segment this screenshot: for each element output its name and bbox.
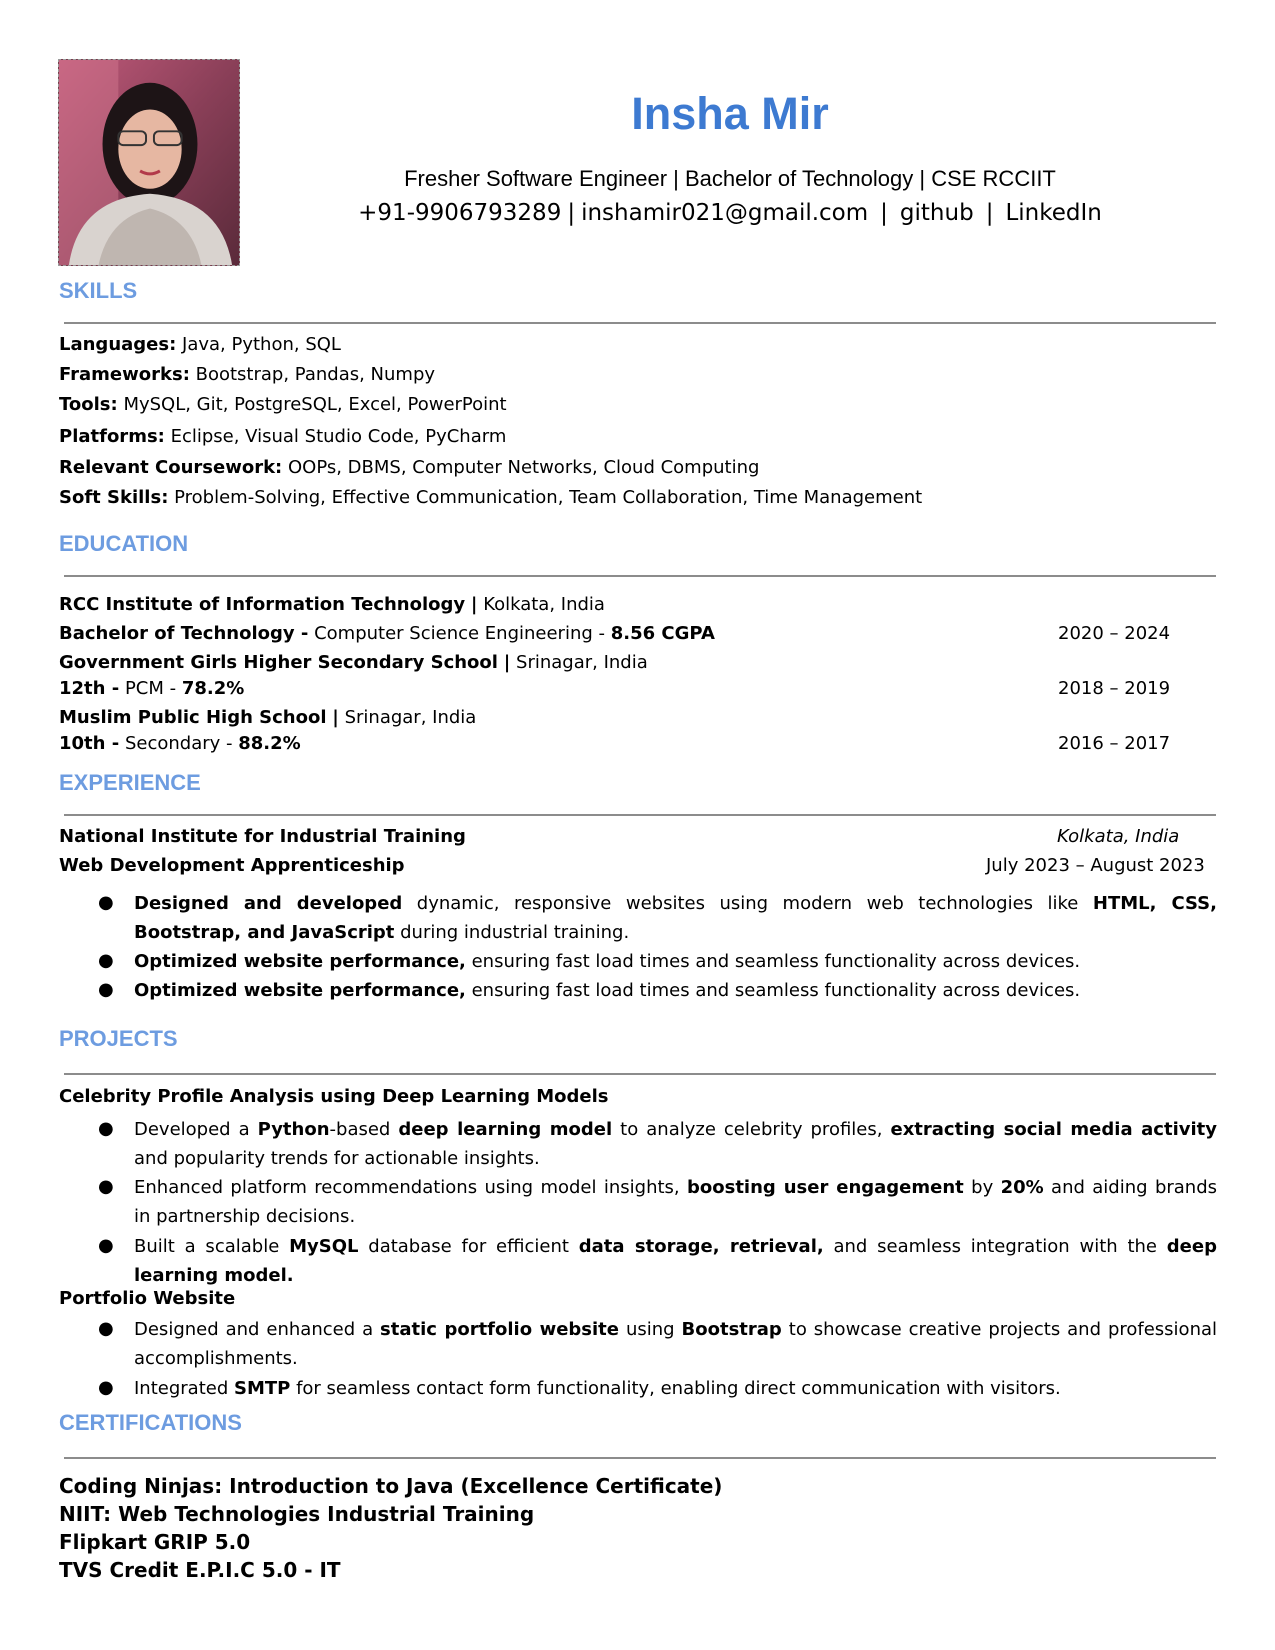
bullet: ● — [98, 1118, 114, 1139]
project-bullet: Designed and enhanced a static portfolio website using Bootstrap to showcase creative projects and professional accomplishments. — [134, 1319, 1218, 1369]
project-bullet: Developed a Python-based deep learning model to analyze celebrity profiles, extracting social media activity and popularity trends for actionable insights. — [134, 1119, 1217, 1169]
separator: | — [880, 200, 888, 226]
skill-label: Tools: — [59, 394, 118, 415]
experience-role — [59, 855, 405, 876]
separator: | — [567, 200, 576, 226]
education-years: 2020 – 2024 — [1058, 623, 1171, 644]
education-heading: EDUCATION — [59, 531, 189, 556]
email-link[interactable]: inshamir021@gmail.com — [581, 200, 869, 226]
experience-heading: EXPERIENCE — [59, 770, 201, 795]
profile-photo — [58, 59, 240, 266]
experience-dates: July 2023 – August 2023 — [986, 855, 1205, 876]
education-degree — [59, 678, 244, 699]
project-title: Celebrity Profile Analysis using Deep Learning Models — [59, 1086, 609, 1107]
project-bullet: Integrated SMTP for seamless contact form functionality, enabling direct communication with visitors. — [134, 1378, 1061, 1399]
school-location: Kolkata, India — [483, 594, 605, 615]
projects-heading: PROJECTS — [59, 1026, 178, 1051]
candidate-subtitle: Fresher Software Engineer | Bachelor of Technology | CSE RCCIIT — [404, 166, 1056, 191]
profile-photo-image — [59, 60, 239, 265]
school-location: Srinagar, India — [344, 707, 477, 728]
github-link[interactable]: github — [899, 200, 974, 226]
skill-value: Problem-Solving, Effective Communication, Team Collaboration, Time Management — [174, 487, 923, 508]
field: PCM - — [124, 678, 177, 699]
experience-bullet: Optimized website performance, ensuring fast load times and seamless functionality across devices. — [134, 951, 1081, 972]
experience-location: Kolkata, India — [1057, 826, 1180, 847]
score: 78.2% — [181, 678, 245, 699]
education-degree — [59, 623, 715, 644]
school-name: RCC Institute of Information Technology — [59, 594, 466, 615]
degree: Bachelor of Technology - — [59, 623, 309, 644]
section-divider — [64, 575, 1216, 577]
project-title: Portfolio Website — [59, 1288, 236, 1309]
skill-value: Java, Python, SQL — [182, 334, 341, 355]
section-divider — [64, 1073, 1216, 1075]
skill-row — [59, 487, 922, 508]
skill-label: Frameworks: — [59, 364, 190, 385]
separator: | — [985, 200, 994, 226]
skill-row — [59, 457, 759, 478]
bullet: ● — [98, 979, 114, 1000]
section-divider — [64, 1457, 1216, 1459]
field: Secondary - — [124, 733, 233, 754]
skill-value: MySQL, Git, PostgreSQL, Excel, PowerPoint — [123, 394, 507, 415]
certifications-heading: CERTIFICATIONS — [59, 1410, 242, 1435]
school-name: Muslim Public High School — [59, 707, 327, 728]
experience-bullet: Optimized website performance, ensuring fast load times and seamless functionality across devices. — [134, 980, 1081, 1001]
bullet: ● — [98, 950, 114, 971]
project-bullet: Built a scalable MySQL database for efficient data storage, retrieval, and seamless integration with the deep learning model. — [134, 1236, 1217, 1286]
score: 8.56 CGPA — [610, 623, 715, 644]
education-degree — [59, 733, 301, 754]
certification-item: Flipkart GRIP 5.0 — [59, 1530, 251, 1554]
certification-item: Coding Ninjas: Introduction to Java (Excellence Certificate) — [59, 1474, 723, 1498]
contact-line — [340, 200, 1120, 226]
skill-value: Eclipse, Visual Studio Code, PyCharm — [170, 426, 507, 447]
skills-heading: SKILLS — [59, 278, 138, 303]
score: 88.2% — [238, 733, 301, 754]
candidate-name: Insha Mir — [631, 88, 829, 139]
linkedin-link[interactable]: LinkedIn — [1005, 200, 1102, 226]
education-school: RCC Institute of Information Technology | Kolkata, India — [59, 594, 605, 615]
project-bullet: Enhanced platform recommendations using model insights, boosting user engagement by 20% and aiding brands in partnership decisions. — [134, 1177, 1218, 1227]
education-school: Government Girls Higher Secondary School | Srinagar, India — [59, 652, 648, 673]
skill-label: Platforms: — [59, 426, 165, 447]
bullet: ● — [98, 1318, 114, 1339]
role-name: Web Development Apprenticeship — [59, 855, 405, 876]
phone-number: +91-9906793289 — [358, 200, 562, 226]
bullet: ● — [98, 1377, 114, 1398]
certification-item: NIIT: Web Technologies Industrial Training — [59, 1502, 535, 1526]
section-divider — [64, 814, 1216, 816]
skill-label: Relevant Coursework: — [59, 457, 283, 478]
degree: 12th - — [59, 678, 120, 699]
skill-row — [59, 426, 506, 447]
education-school: Muslim Public High School | Srinagar, India — [59, 707, 477, 728]
bullet: ● — [98, 1235, 114, 1256]
education-years: 2018 – 2019 — [1058, 678, 1171, 699]
bullet: ● — [98, 1176, 114, 1197]
education-years: 2016 – 2017 — [1058, 733, 1171, 754]
school-location: Srinagar, India — [516, 652, 648, 673]
org-name: National Institute for Industrial Training — [59, 826, 466, 847]
skill-label: Languages: — [59, 334, 177, 355]
school-name: Government Girls Higher Secondary School — [59, 652, 498, 673]
skill-row — [59, 394, 507, 415]
skill-value: OOPs, DBMS, Computer Networks, Cloud Computing — [287, 457, 760, 478]
section-divider — [64, 322, 1216, 324]
skill-row — [59, 364, 435, 385]
certification-item: TVS Credit E.P.I.C 5.0 - IT — [59, 1558, 341, 1582]
field: Computer Science Engineering - — [314, 623, 606, 644]
experience-org — [59, 826, 466, 847]
bullet: ● — [98, 892, 114, 913]
degree: 10th - — [59, 733, 120, 754]
experience-bullet: Designed and developed dynamic, responsive websites using modern web technologies like HTML, CSS, Bootstrap, and JavaScript during industrial training. — [134, 893, 1217, 943]
skill-value: Bootstrap, Pandas, Numpy — [195, 364, 436, 385]
skill-label: Soft Skills: — [59, 487, 169, 508]
skill-row — [59, 334, 341, 355]
